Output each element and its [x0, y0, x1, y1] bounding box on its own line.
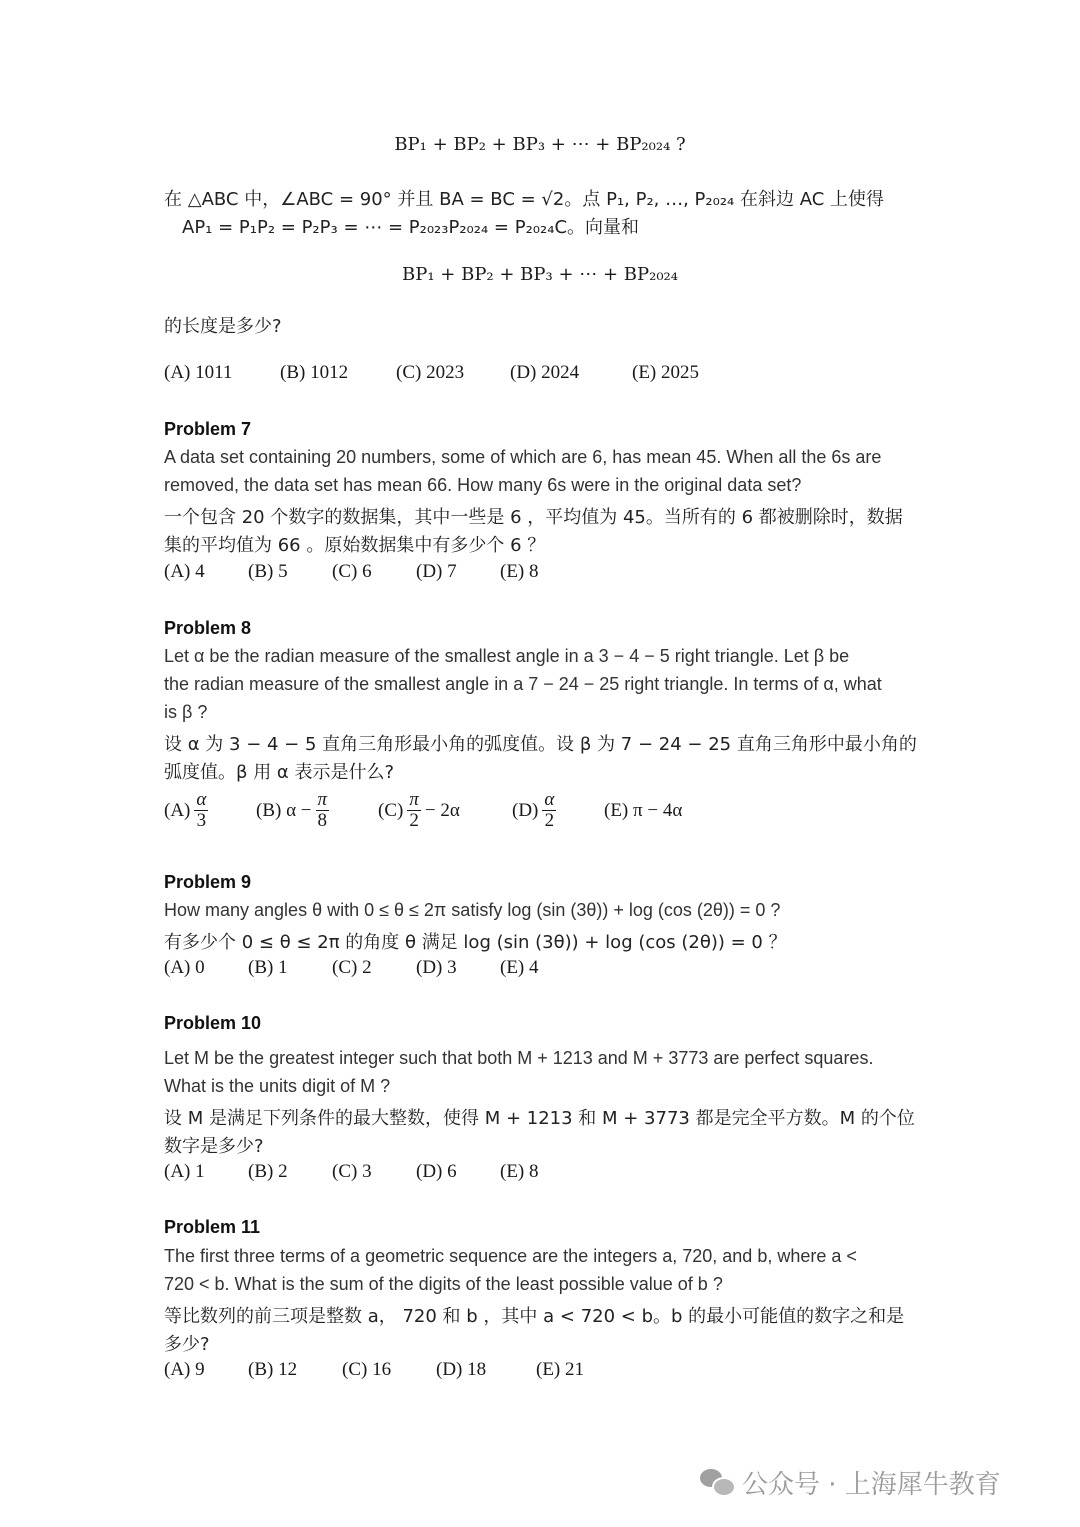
choice-e: (E) 2025 [632, 362, 700, 383]
choice-b: (B) 5 [248, 561, 288, 582]
problem-title: Problem 8 [164, 618, 252, 638]
problem-text-en: is β ? [164, 702, 208, 722]
problem-title: Problem 10 [164, 1013, 262, 1033]
choice-b: (B) 1 [248, 957, 288, 978]
choice-e: (E) 8 [500, 561, 539, 582]
answer-choices [164, 957, 924, 979]
choice-b: (B) 12 [248, 1359, 298, 1380]
problem-text-en: What is the units digit of M ? [164, 1076, 391, 1096]
choice-d: (D) 3 [416, 957, 457, 978]
problem-text-zh: 弧度值。β 用 α 表示是什么? [164, 762, 395, 783]
problem-text-en: How many angles θ with 0 ≤ θ ≤ 2π satisfy log (sin (3θ)) + log (cos (2θ)) = 0 ? [164, 900, 781, 920]
problem-title: Problem 7 [164, 419, 252, 439]
choice-d: (D) 2024 [510, 362, 580, 383]
choice-b: (B) α − $\frac{\pi}{8}$ [256, 789, 328, 831]
choice-d: (D) 18 [436, 1359, 487, 1380]
zh-statement-line1: 在 △ABC 中，∠ABC = 90° 并且 BA = BC = √2。点 P₁, P₂, …, P₂₀₂₄ 在斜边 AC 上使得 [164, 189, 884, 210]
problem-text-zh: 设 M 是满足下列条件的最大整数，使得 M + 1213 和 M + 3773 都是完全平方数。M 的个位 [164, 1108, 915, 1129]
answer-choices [164, 1359, 924, 1381]
choice-a: (A) $\frac{\alpha}{3}$ [164, 789, 207, 831]
vector-sum-question: BP₁ + BP₂ + BP₃ + ⋯ + BP₂₀₂₄ ? [394, 134, 686, 155]
choice-a: (A) 1011 [164, 362, 233, 383]
problem-text-zh: 一个包含 20 个数字的数据集，其中一些是 6 ，平均值为 45。当所有的 6 都被删除时，数据 [164, 507, 903, 528]
choice-d: (D) 6 [416, 1161, 457, 1182]
problem-text-zh: 等比数列的前三项是整数 a， 720 和 b ，其中 a < 720 < b。b 的最小可能值的数字之和是 [164, 1306, 905, 1327]
choice-c: (C) 2 [332, 957, 372, 978]
problem-text-en: The first three terms of a geometric sequence are the integers a, 720, and b, where a < [164, 1246, 857, 1266]
choice-c: (C) 16 [342, 1359, 392, 1380]
choice-c: (C) 3 [332, 1161, 372, 1182]
answer-choices [164, 790, 924, 831]
choice-a: (A) 0 [164, 957, 205, 978]
problem-text-en: removed, the data set has mean 66. How many 6s were in the original data set? [164, 475, 802, 495]
choice-c: (C) $\frac{\pi}{2}$ − 2α [378, 789, 460, 831]
zh-question: 的长度是多少? [164, 316, 282, 337]
zh-statement-line2: AP₁ = P₁P₂ = P₂P₃ = ⋯ = P₂₀₂₃P₂₀₂₄ = P₂₀₂₄C。向量和 [182, 217, 640, 238]
choice-e: (E) 4 [500, 957, 539, 978]
choice-e: (E) 8 [500, 1161, 539, 1182]
problem-text-zh: 数字是多少? [164, 1136, 264, 1157]
problem-text-zh: 多少? [164, 1334, 210, 1355]
problem-text-en: Let M be the greatest integer such that both M + 1213 and M + 3773 are perfect squares. [164, 1048, 874, 1068]
choice-e: (E) π − 4α [604, 799, 683, 821]
answer-choices [164, 1161, 924, 1183]
choice-a: (A) 1 [164, 1161, 205, 1182]
vector-sum: BP₁ + BP₂ + BP₃ + ⋯ + BP₂₀₂₄ [402, 264, 678, 285]
choice-b: (B) 2 [248, 1161, 288, 1182]
choice-a: (A) 4 [164, 561, 205, 582]
problem-text-en: the radian measure of the smallest angle in a 7 − 24 − 25 right triangle. In terms of α, what [164, 674, 882, 694]
watermark [700, 1460, 1001, 1504]
problem-text-en: 720 < b. What is the sum of the digits of the least possible value of b ? [164, 1274, 723, 1294]
choice-e: (E) 21 [536, 1359, 585, 1380]
problem-text-en: A data set containing 20 numbers, some of which are 6, has mean 45. When all the 6s are [164, 447, 882, 467]
wechat-icon [700, 1467, 734, 1497]
problem-text-en: Let α be the radian measure of the smallest angle in a 3 − 4 − 5 right triangle. Let β be [164, 646, 850, 666]
watermark-text: 公众号 · 上海犀牛教育 [742, 1469, 1001, 1500]
choice-a: (A) 9 [164, 1359, 205, 1380]
choice-d: (D) 7 [416, 561, 457, 582]
choice-c: (C) 6 [332, 561, 372, 582]
answer-choices [164, 362, 924, 384]
problem-text-zh: 集的平均值为 66 。原始数据集中有多少个 6 ？ [164, 535, 546, 556]
choice-d: (D) $\frac{\alpha}{2}$ [512, 789, 555, 831]
problem-title: Problem 9 [164, 872, 252, 892]
answer-choices [164, 561, 924, 583]
problem-title: Problem 11 [164, 1217, 261, 1237]
problem-text-zh: 设 α 为 3 − 4 − 5 直角三角形最小角的弧度值。设 β 为 7 − 24 − 25 直角三角形中最小角的 [164, 734, 917, 755]
problem-text-zh: 有多少个 0 ≤ θ ≤ 2π 的角度 θ 满足 log (sin (3θ)) + log (cos (2θ)) = 0 ？ [164, 932, 787, 953]
choice-b: (B) 1012 [280, 362, 349, 383]
choice-c: (C) 2023 [396, 362, 465, 383]
